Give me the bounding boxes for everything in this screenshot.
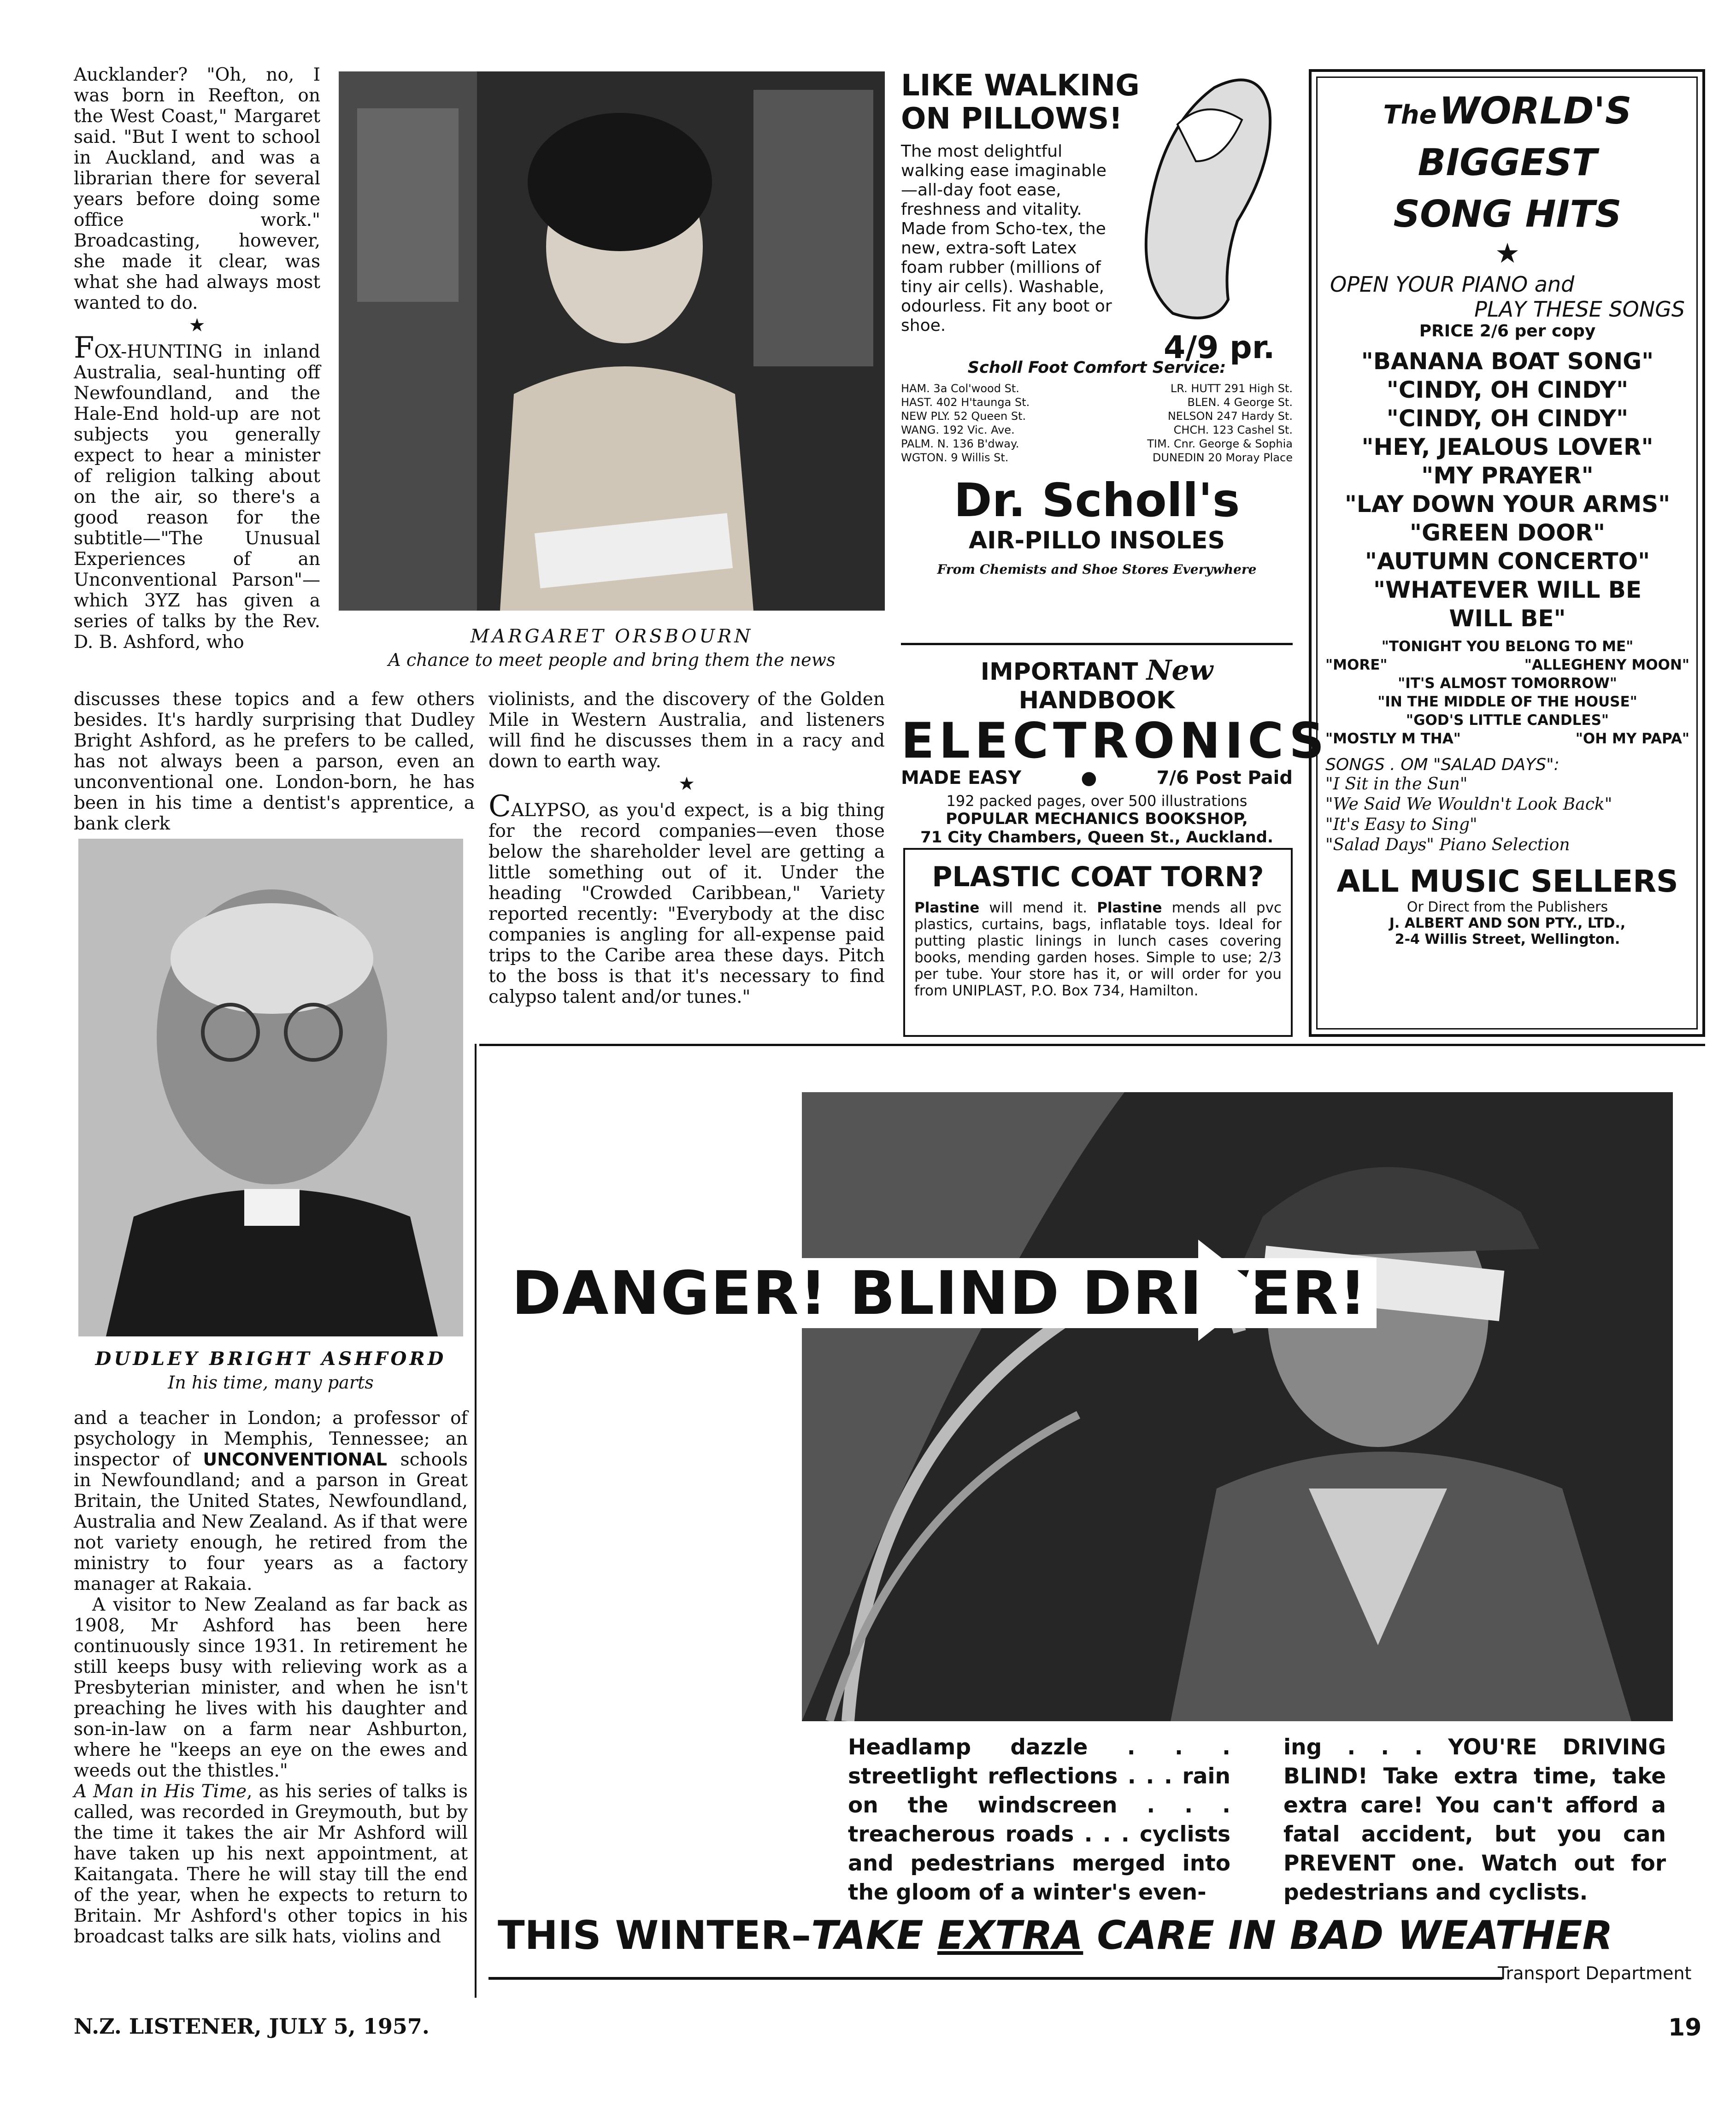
column-rule <box>475 1044 477 1998</box>
store-row <box>901 382 1293 395</box>
songs-open-2: PLAY THESE SONGS <box>1474 297 1685 322</box>
store-row <box>901 437 1293 451</box>
dropcap-c: C <box>488 789 511 824</box>
article-continuation: discusses these topics and a few others besides. It's hardly surprising that Dudley Bright Ashford, as he prefers to be called, has not always been a parson, even an unconventional one. London-born, he has been in his time a dentist's apprentice, a bank clerk <box>74 689 475 834</box>
small-song-title: "OH MY PAPA" <box>1575 730 1689 747</box>
electronics-line1: IMPORTANT New HANDBOOK <box>980 654 1213 714</box>
small-song-title: "MORE" <box>1325 657 1388 673</box>
scholl-headline-2: ON PILLOWS! <box>901 102 1123 136</box>
songs-ad <box>1309 69 1705 1037</box>
salad-days-song: "We Said We Wouldn't Look Back" <box>1325 795 1612 814</box>
ad-divider-1 <box>901 643 1293 645</box>
store-row <box>901 409 1293 423</box>
small-song-title: "ALLEGHENY MOON" <box>1524 657 1689 673</box>
store-entry: DUNEDIN 20 Moray Place <box>1152 451 1293 464</box>
scholl-service-title: Scholl Foot Comfort Service: <box>967 359 1226 377</box>
store-entry: HAST. 402 H'taunga St. <box>901 396 1030 409</box>
store-entry: HAM. 3a Col'wood St. <box>901 382 1019 395</box>
songs-open-1: OPEN YOUR PIANO and <box>1330 272 1575 297</box>
small-song-title: "GOD'S LITTLE CANDLES" <box>1406 712 1609 729</box>
scholl-headline-1: LIKE WALKING <box>901 69 1140 103</box>
article-column-top <box>74 65 320 653</box>
electronics-publisher: POPULAR MECHANICS BOOKSHOP, <box>946 810 1248 828</box>
plastic-body: Plastine will mend it. Plastine mends all pvc plastics, curtains, bags, inflatable toys. Ideal for putting plastic linings in lunch cases covering books, mending garden hoses. Simple to use; 2/3 per tube. Your store has it, or will order for you from UNIPLAST, P.O. Box 734, Hamilton. <box>914 900 1282 999</box>
caption-margaret-sub: A chance to meet people and bring them the news <box>388 650 836 670</box>
electronics-address: 71 City Chambers, Queen St., Auckland. <box>920 828 1273 847</box>
all-music-sellers: ALL MUSIC SELLERS <box>1336 864 1678 899</box>
store-entry: CHCH. 123 Cashel St. <box>1173 424 1293 436</box>
publisher-address: 2-4 Willis Street, Wellington. <box>1395 931 1620 947</box>
song-title: "MY PRAYER" <box>1421 462 1594 489</box>
caption-margaret-name: MARGARET ORSBOURN <box>470 626 753 647</box>
store-entry: LR. HUTT 291 High St. <box>1170 382 1293 395</box>
songs-title-2: SONG HITS <box>1393 193 1622 235</box>
store-row <box>901 423 1293 437</box>
songs-title-1: The WORLD'S BIGGEST <box>1383 89 1632 184</box>
portrait-woman-image <box>339 71 885 611</box>
small-song-row <box>1325 656 1689 674</box>
salad-days-list <box>1325 774 1689 855</box>
store-entry: PALM. N. 136 B'dway. <box>901 437 1019 450</box>
salad-days-title: SONGS . OM "SALAD DAYS": <box>1325 755 1559 774</box>
page-number: 19 <box>1668 2014 1702 2042</box>
small-song-row <box>1325 730 1689 748</box>
store-entry: WGTON. 9 Willis St. <box>901 451 1009 464</box>
electronics-ad <box>901 654 1329 847</box>
small-song-row <box>1325 711 1689 730</box>
scholl-store-list <box>901 382 1293 465</box>
electronics-detail: 192 packed pages, over 500 illustrations <box>946 792 1248 810</box>
scholl-price: 4/9 pr. <box>1164 329 1275 366</box>
song-title: "HEY, JEALOUS LOVER" <box>1361 434 1654 460</box>
insole-icon <box>1122 69 1293 327</box>
caption-ashford-name: DUDLEY BRIGHT ASHFORD <box>95 1348 447 1370</box>
small-song-row <box>1325 674 1689 693</box>
salad-days-song: "I Sit in the Sun" <box>1325 775 1468 794</box>
publishers-direct: Or Direct from the Publishers <box>1406 899 1608 915</box>
scholl-brand: Dr. Scholl's <box>953 473 1240 527</box>
small-song-title: "MOSTLY M THA" <box>1325 730 1461 747</box>
plastic-headline: PLASTIC COAT TORN? <box>932 861 1264 893</box>
small-song-row <box>1325 693 1689 711</box>
song-list <box>1325 347 1689 633</box>
store-entry: NEW PLY. 52 Queen St. <box>901 410 1026 423</box>
electronics-title: ELECTRONICS <box>901 712 1329 769</box>
small-song-title: "TONIGHT YOU BELONG TO ME" <box>1381 638 1634 655</box>
paragraph-margaret: Aucklander? "Oh, no, I was born in Reefton, on the West Coast," Margaret said. "But I went to school in Auckland, and was a librarian there for several years before doing some office work." Broadcasting, however, she made it clear, was what she had always most wanted to do. <box>74 65 320 313</box>
song-title: "CINDY, OH CINDY" <box>1386 377 1629 403</box>
store-entry: NELSON 247 Hardy St. <box>1167 410 1293 423</box>
scholl-body: The most delightful walking ease imaginable—all-day foot ease, freshness and vitality. Made from Scho-tex, the new, extra-soft Latex foam rubber (millions of tiny air cells). Washable, odourless. Fit any boot or shoe. <box>901 142 1112 335</box>
song-title: "BANANA BOAT SONG" <box>1361 348 1654 375</box>
danger-headline: DANGER! BLIND DRIVER! <box>512 1258 1377 1328</box>
footer-publication: N.Z. LISTENER, JULY 5, 1957. <box>74 2014 430 2039</box>
photo-margaret-orsbourn <box>339 71 885 611</box>
paragraph-calypso: CALYPSO, as you'd expect, is a big thing for the record companies—even those below the shareholder level are getting a little something out of it. Under the heading "Crowded Caribbean," Variety reported recently: "Everybody at the disc companies is angling for all-expense paid trips to the Caribe area these days. Pitch to the boss is that it's necessary to find calypso talent and/or tunes." <box>488 789 885 1007</box>
store-entry: BLEN. 4 George St. <box>1187 396 1293 409</box>
photo-dudley-ashford <box>78 839 463 1336</box>
scholl-product: AIR-PILLO INSOLES <box>968 527 1225 554</box>
electronics-price-row: MADE EASY ● 7/6 Post Paid <box>901 767 1293 788</box>
dropcap: F <box>74 331 94 365</box>
article-column-2 <box>488 689 885 1007</box>
small-song-row <box>1325 637 1689 656</box>
store-row <box>901 451 1293 465</box>
paragraph-fox-hunting: FOX-HUNTING in inland Australia, seal-hunting off Newfoundland, and the Hale-End hold-up are not subjects you generally expect to hear a minister of religion talking about on the air, so there's a good reason for the subtitle—"The Unusual Experiences of an Unconventional Parson"—which 3YZ has given a series of talks by the Rev. D. B. Ashford, who <box>74 331 320 653</box>
salad-days-song: "It's Easy to Sing" <box>1325 815 1477 834</box>
song-title: "WHATEVER WILL BE <box>1373 577 1642 603</box>
store-entry: TIM. Cnr. George & Sophia <box>1147 437 1293 450</box>
article-column-bottom: and a teacher in London; a professor of psychology in Memphis, Tennessee; an inspector of UNCONVENTIONAL schools in Newfoundland; and a parson in Great Britain, the United States, Newfoundland, Australia and New Zealand. As if that were not variety enough, he retired from the ministry to four years as a factory manager at Rakaia. A visitor to New Zealand as far back as 1908, Mr Ashford has been here continuously since 1931. In retirement he still keeps busy with relieving work as a Presbyterian minister, and when he isn't preaching he lives with his daughter and son-in-law on a farm near Ashburton, where he "keeps an eye on the ewes and weeds out the thistles." A Man in His Time, as his series of talks is called, was recorded in Greymouth, but by the time it takes the air Mr Ashford will have taken up his next appointment, at Kaitangata. There he will stay till the end of the year, when he expects to return to Britain. Mr Ashford's other topics in his broadcast talks are silk hats, violins and <box>74 1408 468 1947</box>
small-song-list <box>1325 637 1689 748</box>
subheading-unconventional: UNCONVENTIONAL <box>203 1449 387 1470</box>
paragraph-violinists: violinists, and the discovery of the Golden Mile in Western Australia, and listeners will find he discusses them in a racy and down to earth way. <box>488 689 885 772</box>
star-divider: ★ <box>188 315 206 336</box>
danger-ad <box>479 1044 1705 2000</box>
store-entry: WANG. 192 Vic. Ave. <box>901 424 1015 436</box>
danger-body-col1: Headlamp dazzle . . . streetlight reflections . . . rain on the windscreen . . . treacherous roads . . . cyclists and pedestrians merged into the gloom of a winter's even- <box>848 1735 1230 1905</box>
slogan-rule <box>488 1977 1502 1980</box>
star-divider-2: ★ <box>678 773 695 794</box>
driver-illustration <box>802 1092 1673 1721</box>
song-title: WILL BE" <box>1449 605 1566 632</box>
small-song-title: "IN THE MIDDLE OF THE HOUSE" <box>1377 694 1637 710</box>
danger-body-col2: ing . . . YOU'RE DRIVING BLIND! Take extra time, take extra care! You can't afford a fatal accident, but you can PREVENT one. Watch out for pedestrians and cyclists. <box>1283 1735 1666 1905</box>
store-row <box>901 395 1293 409</box>
small-song-title: "IT'S ALMOST TOMORROW" <box>1398 675 1617 692</box>
portrait-man-image <box>78 839 463 1336</box>
scholl-footer: From Chemists and Shoe Stores Everywhere <box>937 562 1257 577</box>
plastic-ad <box>903 848 1293 1037</box>
blindfolded-driver-image <box>802 1092 1673 1721</box>
song-title: "CINDY, OH CINDY" <box>1386 405 1629 432</box>
salad-days-song: "Salad Days" Piano Selection <box>1325 835 1570 854</box>
songs-price: PRICE 2/6 per copy <box>1419 322 1596 341</box>
songs-star: ★ <box>1495 237 1520 270</box>
song-title: "LAY DOWN YOUR ARMS" <box>1344 491 1671 518</box>
transport-department: Transport Department <box>1498 1963 1692 1983</box>
song-title: "AUTUMN CONCERTO" <box>1365 548 1650 575</box>
publisher-name: J. ALBERT AND SON PTY., LTD., <box>1389 915 1626 931</box>
danger-slogan: THIS WINTER–TAKE EXTRA CARE IN BAD WEATHER <box>498 1912 1613 1959</box>
song-title: "GREEN DOOR" <box>1409 519 1606 546</box>
insole-illustration <box>1122 69 1293 327</box>
arrow-right-icon <box>1198 1240 1263 1341</box>
scholl-ad <box>901 69 1293 638</box>
caption-ashford-sub: In his time, many parts <box>168 1372 374 1393</box>
